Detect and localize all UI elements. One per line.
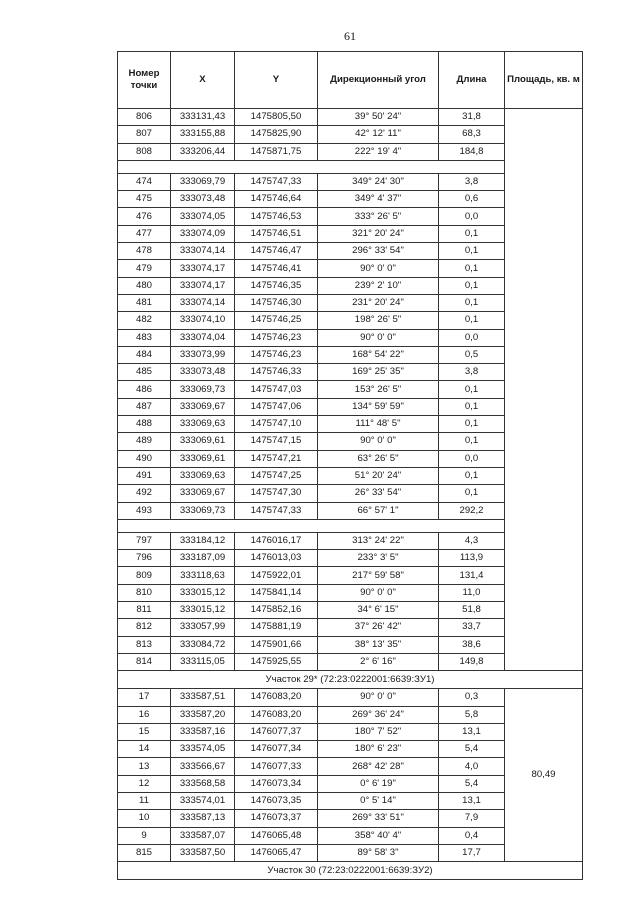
length-cell: 13,1 [439,723,505,740]
x-cell: 333587,13 [171,810,235,827]
y-cell: 1475901,66 [235,636,318,653]
x-cell: 333574,01 [171,792,235,809]
x-cell: 333074,17 [171,277,235,294]
y-cell: 1476073,35 [235,792,318,809]
direction-angle-cell: 358° 40' 4" [318,827,439,844]
y-cell: 1476077,34 [235,741,318,758]
direction-angle-cell: 34° 6' 15" [318,602,439,619]
y-cell: 1476073,34 [235,775,318,792]
x-cell: 333073,48 [171,191,235,208]
length-cell: 0,0 [439,329,505,346]
point-number-cell: 814 [118,653,171,670]
length-cell: 0,1 [439,294,505,311]
area-cell [505,109,583,671]
y-cell: 1475746,30 [235,294,318,311]
direction-angle-cell: 169° 25' 35" [318,364,439,381]
length-cell: 0,1 [439,433,505,450]
point-number-cell: 489 [118,433,171,450]
point-number-cell: 10 [118,810,171,827]
length-cell: 3,8 [439,173,505,190]
direction-angle-cell: 333° 26' 5" [318,208,439,225]
point-number-cell: 812 [118,619,171,636]
direction-angle-cell: 37° 26' 42" [318,619,439,636]
point-number-cell: 480 [118,277,171,294]
x-cell: 333069,63 [171,467,235,484]
point-number-cell: 482 [118,312,171,329]
y-cell: 1475747,06 [235,398,318,415]
x-cell: 333574,05 [171,741,235,758]
length-cell: 292,2 [439,502,505,519]
page-number: 61 [344,29,356,43]
point-number-cell: 811 [118,602,171,619]
x-cell: 333187,09 [171,550,235,567]
separator-cell [118,519,505,532]
x-cell: 333587,50 [171,844,235,861]
length-cell: 0,1 [439,381,505,398]
x-cell: 333074,09 [171,225,235,242]
direction-angle-cell: 0° 6' 19" [318,775,439,792]
x-cell: 333118,63 [171,567,235,584]
y-cell: 1476065,47 [235,844,318,861]
y-cell: 1476077,33 [235,758,318,775]
direction-angle-cell: 111° 48' 5" [318,416,439,433]
direction-angle-cell: 180° 6' 23" [318,741,439,758]
length-cell: 0,0 [439,208,505,225]
y-cell: 1475746,41 [235,260,318,277]
point-number-cell: 9 [118,827,171,844]
length-cell: 38,6 [439,636,505,653]
length-cell: 4,3 [439,532,505,549]
section-title: Участок 29* (72:23:0222001:6639:ЗУ1) [118,671,583,689]
length-cell: 11,0 [439,584,505,601]
y-cell: 1475922,01 [235,567,318,584]
x-cell: 333069,67 [171,398,235,415]
y-cell: 1475841,14 [235,584,318,601]
coordinates-table [117,51,583,880]
x-cell: 333069,79 [171,173,235,190]
direction-angle-cell: 90° 0' 0" [318,689,439,706]
point-number-cell: 796 [118,550,171,567]
point-number-cell: 807 [118,126,171,143]
x-cell: 333015,12 [171,602,235,619]
point-number-cell: 485 [118,364,171,381]
y-cell: 1475746,23 [235,346,318,363]
y-cell: 1475747,21 [235,450,318,467]
length-cell: 0,1 [439,312,505,329]
direction-angle-cell: 231° 20' 24" [318,294,439,311]
direction-angle-cell: 89° 58' 3" [318,844,439,861]
direction-angle-cell: 51° 20' 24" [318,467,439,484]
x-cell: 333131,43 [171,109,235,126]
direction-angle-cell: 296° 33' 54" [318,243,439,260]
direction-angle-cell: 233° 3' 5" [318,550,439,567]
x-cell: 333568,58 [171,775,235,792]
point-number-cell: 483 [118,329,171,346]
point-number-cell: 12 [118,775,171,792]
point-number-cell: 17 [118,689,171,706]
point-number-cell: 481 [118,294,171,311]
point-number-cell: 488 [118,416,171,433]
table-row [118,109,583,126]
direction-angle-cell: 222° 19' 4" [318,143,439,160]
length-cell: 31,8 [439,109,505,126]
length-cell: 0,1 [439,243,505,260]
section-title-row [118,671,583,689]
length-cell: 5,8 [439,706,505,723]
x-cell: 333015,12 [171,584,235,601]
x-cell: 333069,73 [171,381,235,398]
y-cell: 1475805,50 [235,109,318,126]
point-number-cell: 478 [118,243,171,260]
header-point-number: Номер точки [118,52,171,109]
y-cell: 1476013,03 [235,550,318,567]
y-cell: 1475747,03 [235,381,318,398]
x-cell: 333587,20 [171,706,235,723]
direction-angle-cell: 269° 33' 51" [318,810,439,827]
y-cell: 1476083,20 [235,706,318,723]
point-number-cell: 487 [118,398,171,415]
x-cell: 333074,14 [171,243,235,260]
direction-angle-cell: 90° 0' 0" [318,329,439,346]
x-cell: 333069,73 [171,502,235,519]
x-cell: 333587,16 [171,723,235,740]
point-number-cell: 16 [118,706,171,723]
y-cell: 1475746,33 [235,364,318,381]
length-cell: 131,4 [439,567,505,584]
point-number-cell: 491 [118,467,171,484]
direction-angle-cell: 168° 54' 22" [318,346,439,363]
point-number-cell: 479 [118,260,171,277]
length-cell: 7,9 [439,810,505,827]
x-cell: 333084,72 [171,636,235,653]
direction-angle-cell: 313° 24' 22" [318,532,439,549]
y-cell: 1475746,35 [235,277,318,294]
point-number-cell: 11 [118,792,171,809]
point-number-cell: 14 [118,741,171,758]
length-cell: 0,1 [439,260,505,277]
point-number-cell: 806 [118,109,171,126]
point-number-cell: 484 [118,346,171,363]
y-cell: 1475746,25 [235,312,318,329]
area-cell: 80,49 [505,689,583,862]
length-cell: 149,8 [439,653,505,670]
y-cell: 1475746,53 [235,208,318,225]
x-cell: 333069,67 [171,485,235,502]
direction-angle-cell: 90° 0' 0" [318,584,439,601]
y-cell: 1475881,19 [235,619,318,636]
point-number-cell: 475 [118,191,171,208]
direction-angle-cell: 349° 24' 30" [318,173,439,190]
x-cell: 333073,99 [171,346,235,363]
point-number-cell: 15 [118,723,171,740]
table-body [118,109,583,880]
length-cell: 0,1 [439,467,505,484]
x-cell: 333184,12 [171,532,235,549]
y-cell: 1476083,20 [235,689,318,706]
y-cell: 1475746,51 [235,225,318,242]
length-cell: 5,4 [439,741,505,758]
y-cell: 1475747,15 [235,433,318,450]
y-cell: 1475746,47 [235,243,318,260]
y-cell: 1476065,48 [235,827,318,844]
point-number-cell: 808 [118,143,171,160]
length-cell: 0,3 [439,689,505,706]
length-cell: 0,6 [439,191,505,208]
x-cell: 333074,05 [171,208,235,225]
y-cell: 1475747,10 [235,416,318,433]
x-cell: 333155,88 [171,126,235,143]
x-cell: 333074,14 [171,294,235,311]
section-title: Участок 30 (72:23:0222001:6639:ЗУ2) [118,862,583,880]
x-cell: 333074,10 [171,312,235,329]
direction-angle-cell: 0° 5' 14" [318,792,439,809]
section-title-row [118,862,583,880]
x-cell: 333587,51 [171,689,235,706]
table-row [118,689,583,706]
y-cell: 1475747,25 [235,467,318,484]
separator-cell [118,160,505,173]
x-cell: 333587,07 [171,827,235,844]
length-cell: 68,3 [439,126,505,143]
direction-angle-cell: 26° 33' 54" [318,485,439,502]
direction-angle-cell: 63° 26' 5" [318,450,439,467]
length-cell: 51,8 [439,602,505,619]
x-cell: 333206,44 [171,143,235,160]
x-cell: 333566,67 [171,758,235,775]
point-number-cell: 490 [118,450,171,467]
direction-angle-cell: 198° 26' 5" [318,312,439,329]
y-cell: 1475871,75 [235,143,318,160]
length-cell: 5,4 [439,775,505,792]
point-number-cell: 477 [118,225,171,242]
x-cell: 333074,17 [171,260,235,277]
y-cell: 1475746,23 [235,329,318,346]
length-cell: 0,1 [439,398,505,415]
length-cell: 0,4 [439,827,505,844]
y-cell: 1475852,16 [235,602,318,619]
length-cell: 0,1 [439,277,505,294]
direction-angle-cell: 217° 59' 58" [318,567,439,584]
point-number-cell: 815 [118,844,171,861]
y-cell: 1475746,64 [235,191,318,208]
length-cell: 113,9 [439,550,505,567]
length-cell: 0,1 [439,416,505,433]
direction-angle-cell: 66° 57' 1" [318,502,439,519]
length-cell: 17,7 [439,844,505,861]
length-cell: 3,8 [439,364,505,381]
header-direction-angle: Дирекционный угол [318,52,439,109]
y-cell: 1476073,37 [235,810,318,827]
y-cell: 1476016,17 [235,532,318,549]
direction-angle-cell: 2° 6' 16" [318,653,439,670]
direction-angle-cell: 38° 13' 35" [318,636,439,653]
direction-angle-cell: 90° 0' 0" [318,433,439,450]
point-number-cell: 809 [118,567,171,584]
x-cell: 333069,63 [171,416,235,433]
y-cell: 1475747,30 [235,485,318,502]
direction-angle-cell: 90° 0' 0" [318,260,439,277]
length-cell: 0,1 [439,485,505,502]
x-cell: 333073,48 [171,364,235,381]
y-cell: 1475747,33 [235,502,318,519]
direction-angle-cell: 321° 20' 24" [318,225,439,242]
direction-angle-cell: 180° 7' 52" [318,723,439,740]
direction-angle-cell: 42° 12' 11" [318,126,439,143]
x-cell: 333069,61 [171,450,235,467]
header-area: Площадь, кв. м [505,52,583,109]
point-number-cell: 810 [118,584,171,601]
direction-angle-cell: 268° 42' 28" [318,758,439,775]
length-cell: 0,5 [439,346,505,363]
point-number-cell: 813 [118,636,171,653]
length-cell: 13,1 [439,792,505,809]
length-cell: 0,1 [439,225,505,242]
direction-angle-cell: 153° 26' 5" [318,381,439,398]
y-cell: 1475747,33 [235,173,318,190]
point-number-cell: 13 [118,758,171,775]
y-cell: 1476077,37 [235,723,318,740]
length-cell: 0,0 [439,450,505,467]
header-x: X [171,52,235,109]
direction-angle-cell: 349° 4' 37" [318,191,439,208]
length-cell: 4,0 [439,758,505,775]
point-number-cell: 493 [118,502,171,519]
length-cell: 184,8 [439,143,505,160]
direction-angle-cell: 269° 36' 24" [318,706,439,723]
x-cell: 333069,61 [171,433,235,450]
header-length: Длина [439,52,505,109]
direction-angle-cell: 134° 59' 59" [318,398,439,415]
header-y: Y [235,52,318,109]
x-cell: 333074,04 [171,329,235,346]
point-number-cell: 492 [118,485,171,502]
y-cell: 1475925,55 [235,653,318,670]
length-cell: 33,7 [439,619,505,636]
table-header-row [118,52,583,109]
point-number-cell: 797 [118,532,171,549]
point-number-cell: 474 [118,173,171,190]
direction-angle-cell: 39° 50' 24" [318,109,439,126]
y-cell: 1475825,90 [235,126,318,143]
x-cell: 333115,05 [171,653,235,670]
x-cell: 333057,99 [171,619,235,636]
direction-angle-cell: 239° 2' 10" [318,277,439,294]
point-number-cell: 476 [118,208,171,225]
point-number-cell: 486 [118,381,171,398]
